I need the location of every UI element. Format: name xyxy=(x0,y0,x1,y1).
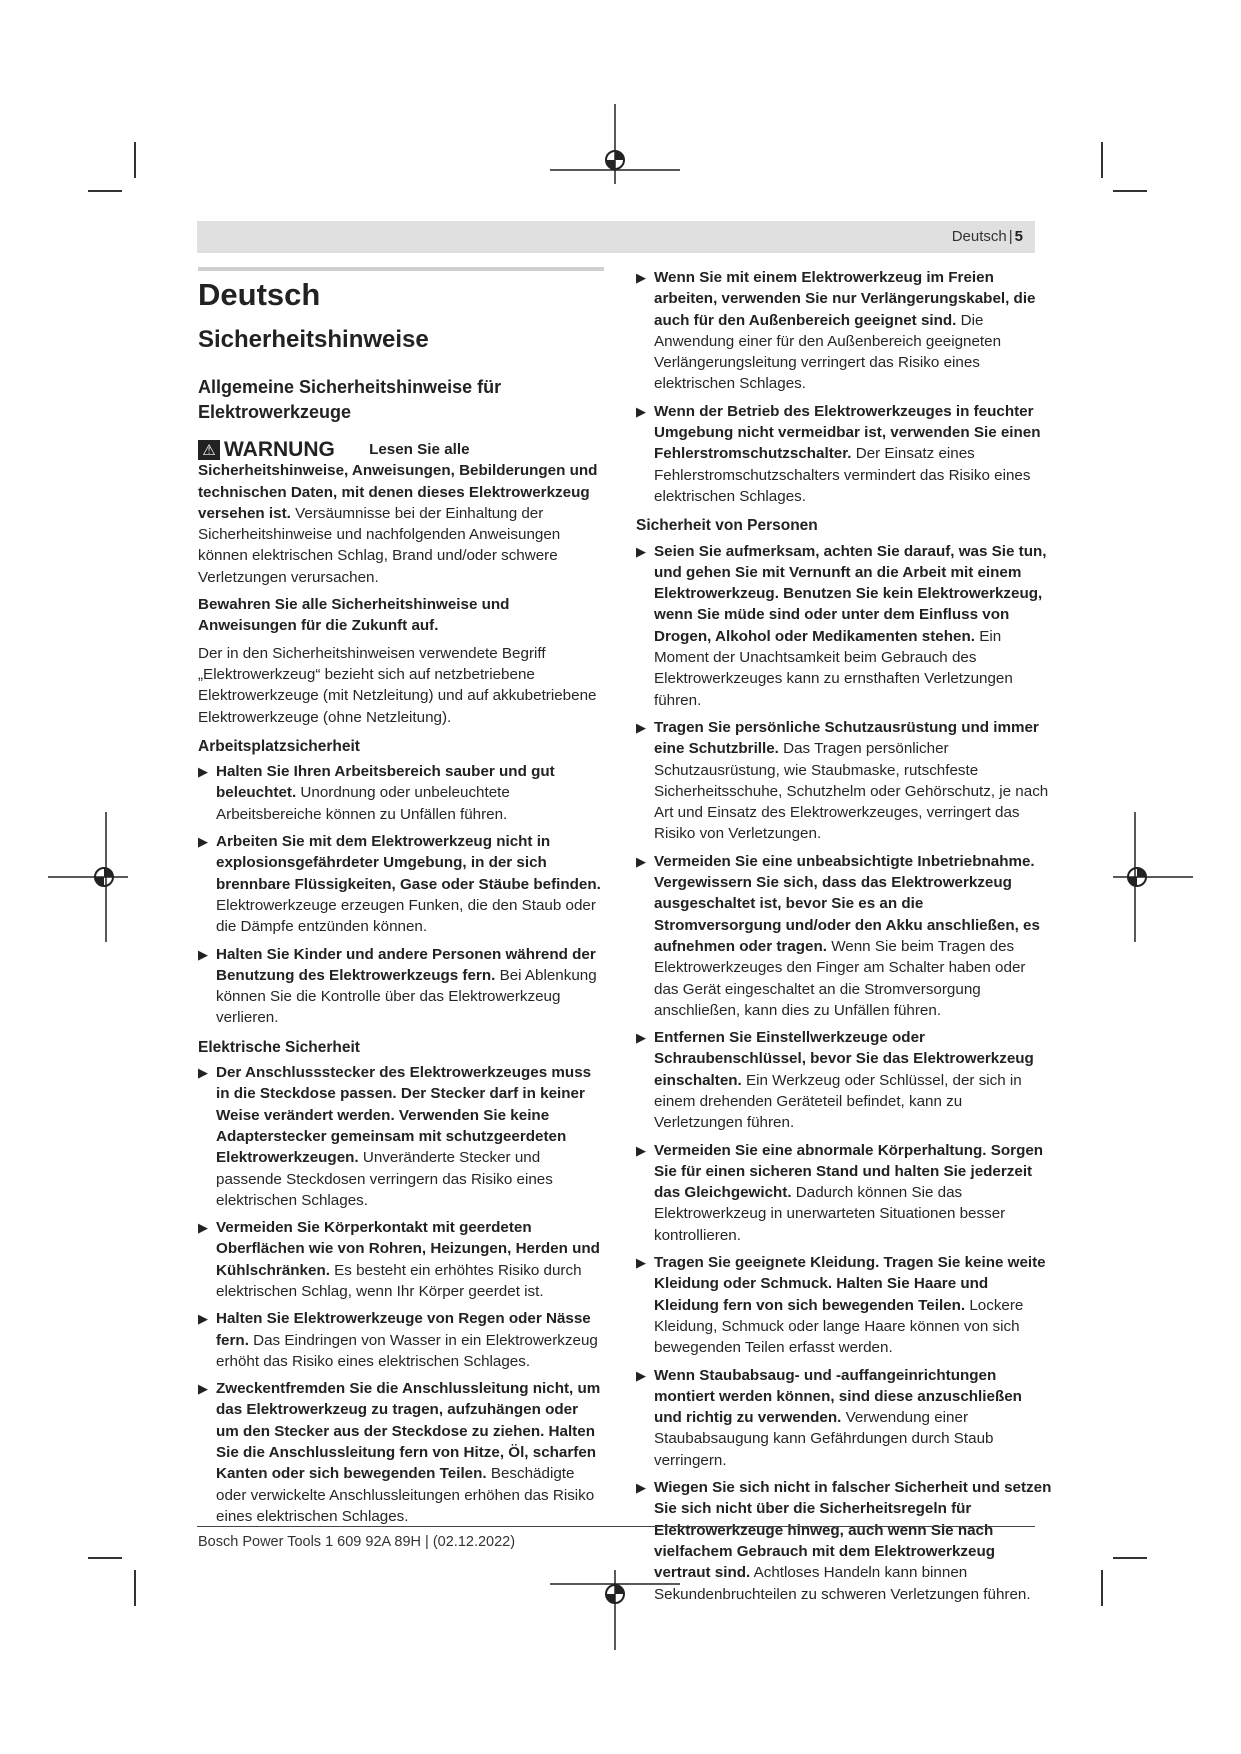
item-text: Das Eindringen von Wasser in ein Elektrowerkzeug erhöht das Risiko eines elektrischen Schlages. xyxy=(216,1331,598,1370)
crop-mark xyxy=(1101,1570,1103,1606)
item-bold: Vermeiden Sie eine unbeabsichtigte Inbetriebnahme. Vergewissern Sie sich, dass das Elektrowerkzeug ausgeschaltet ist, bevor Sie es an die Stromversorgung und/oder den Akku anschließen, es aufnehmen oder tragen. xyxy=(654,852,1040,955)
item-bold: Vermeiden Sie eine abnormale Körperhaltung. Sorgen Sie für einen sicheren Stand und halten Sie jederzeit das Gleichgewicht. xyxy=(654,1141,1044,1202)
personal-list xyxy=(636,541,1052,1605)
item-text: Elektrowerkzeuge erzeugen Funken, die den Staub oder die Dämpfe entzünden können. xyxy=(216,896,596,936)
electrical-list xyxy=(198,1062,604,1527)
crop-mark xyxy=(1113,1557,1147,1559)
bullet-arrow-icon: ▶ xyxy=(198,834,208,850)
item-text: Es besteht ein erhöhtes Risiko durch elektrischen Schlag, wenn Ihr Körper geerdet ist. xyxy=(216,1261,582,1300)
item-bold: Zweckentfremden Sie die Anschlussleitung nicht, um das Elektrowerkzeug zu tragen, aufzuhängen oder um den Stecker aus der Steckdose zu ziehen. Halten Sie die Anschlussleitung fern von Hitze, Öl, scharfen Kanten oder sich bewegenden Teilen. xyxy=(216,1380,601,1483)
item-text: Der Einsatz eines Fehlerstromschutzschalters vermindert das Risiko eines elektrischen Schlages. xyxy=(654,445,1031,505)
right-column xyxy=(636,267,1052,1611)
list-item xyxy=(636,541,1052,711)
personal-heading: Sicherheit von Personen xyxy=(636,517,818,535)
bullet-arrow-icon: ▶ xyxy=(198,1381,208,1397)
page-number: 5 xyxy=(1014,228,1023,245)
crop-mark xyxy=(1101,142,1103,178)
list-item xyxy=(636,401,1052,507)
page-footer: Bosch Power Tools 1 609 92A 89H | (02.12.2022) xyxy=(198,1534,516,1550)
electrical-heading: Elektrische Sicherheit xyxy=(198,1038,360,1056)
item-text: Achtloses Handeln kann binnen Sekundenbruchteilen zu schweren Verletzungen führen. xyxy=(654,1564,1031,1603)
item-bold: Tragen Sie persönliche Schutzausrüstung und immer eine Schutzbrille. xyxy=(654,718,1039,758)
list-item xyxy=(636,1140,1052,1246)
item-bold: Wenn Sie mit einem Elektrowerkzeug im Freien arbeiten, verwenden Sie nur Verlängerungskabel, die auch für den Außenbereich geeignet sind. xyxy=(654,269,1036,329)
bullet-arrow-icon: ▶ xyxy=(636,853,646,869)
warning-block xyxy=(198,439,604,588)
item-text: Ein Werkzeug oder Schlüssel, der sich in einem drehenden Geräteteil befindet, kann zu Verletzungen führen. xyxy=(654,1071,1022,1132)
registration-mark-icon xyxy=(1113,812,1193,942)
list-item xyxy=(636,1365,1052,1471)
item-bold: Wenn Staubabsaug- und -auffangeinrichtungen montiert werden können, sind diese anzuschließen und richtig zu verwenden. xyxy=(654,1366,1022,1427)
page-title: Deutsch xyxy=(198,277,321,312)
item-bold: Wiegen Sie sich nicht in falscher Sicherheit und setzen Sie sich nicht über die Sicherheitsregeln für Elektrowerkzeuge hinweg, auch wenn Sie nach vielfachem Gebrauch mit dem Elektrowerkzeug vertraut sind. xyxy=(654,1479,1052,1582)
bullet-arrow-icon: ▶ xyxy=(636,1255,646,1271)
list-item xyxy=(198,1378,604,1527)
list-item xyxy=(636,1252,1052,1358)
item-bold: Halten Sie Elektrowerkzeuge von Regen oder Nässe fern. xyxy=(216,1310,591,1349)
registration-mark-icon xyxy=(550,104,680,184)
page-header xyxy=(197,221,1035,253)
list-item xyxy=(198,831,604,937)
warning-bold-text: Lesen Sie alle Sicherheitshinweise, Anweisungen, Bebilderungen und technischen Daten, mit denen dieses Elektrowerkzeug versehen ist. xyxy=(198,441,598,522)
item-bold: Arbeiten Sie mit dem Elektrowerkzeug nicht in explosionsgefährdeter Umgebung, in der sich brennbare Flüssigkeiten, Gase oder Stäube befinden. xyxy=(216,833,601,893)
list-item xyxy=(636,717,1052,845)
bullet-arrow-icon: ▶ xyxy=(636,1480,646,1496)
item-text: Wenn Sie beim Tragen des Elektrowerkzeuges den Finger am Schalter haben oder das Gerät eingeschaltet an die Stromversorgung anschließen, kann dies zu Unfällen führen. xyxy=(654,937,1026,1019)
item-bold: Vermeiden Sie Körperkontakt mit geerdeten Oberflächen wie von Rohren, Heizungen, Herden und Kühlschränken. xyxy=(216,1219,600,1279)
item-bold: Wenn der Betrieb des Elektrowerkzeuges in feuchter Umgebung nicht vermeidbar ist, verwenden Sie einen Fehlerstromschutzschalter. xyxy=(654,402,1041,463)
item-bold: Der Anschlussstecker des Elektrowerkzeuges muss in die Steckdose passen. Der Stecker darf in keiner Weise verändert werden. Verwenden Sie keine Adapterstecker gemeinsam mit schutzgeerdeten Elektrowerkzeugen. xyxy=(216,1064,592,1167)
footer-rule xyxy=(197,1526,1035,1527)
item-text: Das Tragen persönlicher Schutzausrüstung, wie Staubmaske, rutschfeste Sicherheitsschuhe, Schutzhelm oder Gehörschutz, je nach Art und Einsatz des Elektrowerkzeuges, verringert das Risiko von Verletzungen. xyxy=(654,740,1049,843)
list-item xyxy=(636,851,1052,1021)
crop-mark xyxy=(134,1570,136,1606)
general-heading: Allgemeine Sicherheitshinweise für Elektrowerkzeuge xyxy=(198,377,502,422)
title-rule xyxy=(198,267,604,271)
item-bold: Halten Sie Kinder und andere Personen während der Benutzung des Elektrowerkzeugs fern. xyxy=(216,945,596,984)
bullet-arrow-icon: ▶ xyxy=(636,1030,646,1046)
bullet-arrow-icon: ▶ xyxy=(198,1065,208,1081)
list-item xyxy=(198,944,604,1029)
crop-mark xyxy=(88,1557,122,1559)
list-item xyxy=(636,1027,1052,1133)
workplace-list xyxy=(198,761,604,1029)
list-item xyxy=(198,761,604,825)
registration-mark-icon xyxy=(48,812,128,942)
warning-triangle-icon: ⚠ xyxy=(198,440,220,460)
bullet-arrow-icon: ▶ xyxy=(636,543,646,559)
crop-mark xyxy=(1113,190,1147,192)
item-bold: Halten Sie Ihren Arbeitsbereich sauber und gut beleuchtet. xyxy=(216,763,555,802)
workplace-heading: Arbeitsplatzsicherheit xyxy=(198,737,360,755)
electrical-list-continued xyxy=(636,267,1052,507)
bullet-arrow-icon: ▶ xyxy=(636,1142,646,1158)
warning-label-text: WARNUNG xyxy=(224,438,335,461)
bullet-arrow-icon: ▶ xyxy=(198,764,208,780)
item-text: Ein Moment der Unachtsamkeit beim Gebrauch des Elektrowerkzeuges kann zu ernsthaften Verletzungen führen. xyxy=(654,627,1013,709)
bullet-arrow-icon: ▶ xyxy=(198,1311,208,1327)
item-text: Lockere Kleidung, Schmuck oder lange Haare können von sich bewegenden Teilen erfasst werden. xyxy=(654,1296,1024,1357)
list-item xyxy=(198,1062,604,1211)
item-bold: Entfernen Sie Einstellwerkzeuge oder Schraubenschlüssel, bevor Sie das Elektrowerkzeug einschalten. xyxy=(654,1029,1034,1089)
bullet-arrow-icon: ▶ xyxy=(636,719,646,735)
item-text: Bei Ablenkung können Sie die Kontrolle über das Elektrowerkzeug verlieren. xyxy=(216,966,597,1027)
definition-text: Der in den Sicherheitshinweisen verwendete Begriff „Elektrowerkzeug“ bezieht sich auf netzbetriebene Elektrowerkzeuge (mit Netzleitung) und auf akkubetriebene Elektrowerkzeuge (ohne Netzleitung). xyxy=(198,644,597,726)
list-item xyxy=(198,1308,604,1372)
item-text: Dadurch können Sie das Elektrowerkzeug in unerwarteten Situationen besser kontrollieren. xyxy=(654,1184,1006,1244)
item-bold: Tragen Sie geeignete Kleidung. Tragen Sie keine weite Kleidung oder Schmuck. Halten Sie Haare und Kleidung fern von sich bewegenden Teilen. xyxy=(654,1254,1046,1314)
header-section-label: Deutsch xyxy=(951,228,1007,245)
list-item xyxy=(198,1217,604,1302)
crop-mark xyxy=(88,190,122,192)
bullet-arrow-icon: ▶ xyxy=(636,1367,646,1383)
item-text: Verwendung einer Staubabsaugung kann Gefährdungen durch Staub verringern. xyxy=(654,1409,994,1469)
bullet-arrow-icon: ▶ xyxy=(198,1220,208,1236)
section-title: Sicherheitshinweise xyxy=(198,326,429,353)
item-text: Die Anwendung einer für den Außenbereich geeigneten Verlängerungsleitung verringert das Risiko eines elektrischen Schlages. xyxy=(654,311,1002,393)
item-bold: Seien Sie aufmerksam, achten Sie darauf, was Sie tun, und gehen Sie mit Vernunft an die Arbeit mit einem Elektrowerkzeug. Benutzen Sie kein Elektrowerkzeug, wenn Sie müde sind oder unter dem Einfluss von Drogen, Alkohol oder Medikamenten stehen. xyxy=(654,542,1047,645)
left-column xyxy=(198,267,604,1533)
keep-notice: Bewahren Sie alle Sicherheitshinweise und Anweisungen für die Zukunft auf. xyxy=(198,596,510,635)
bullet-arrow-icon: ▶ xyxy=(636,403,646,419)
warning-text: Versäumnisse bei der Einhaltung der Sicherheitshinweise und nachfolgenden Anweisungen können elektrischen Schlag, Brand und/oder schwere Verletzungen verursachen. xyxy=(198,504,561,586)
list-item xyxy=(636,267,1052,395)
list-item xyxy=(636,1477,1052,1605)
warning-label xyxy=(198,439,335,460)
item-text: Unordnung oder unbeleuchtete Arbeitsbereiche können zu Unfällen führen. xyxy=(216,784,510,823)
item-text: Beschädigte oder verwickelte Anschlussleitungen erhöhen das Risiko eines elektrischen Schlages. xyxy=(216,1465,595,1525)
crop-mark xyxy=(134,142,136,178)
item-text: Unveränderte Stecker und passende Steckdosen verringern das Risiko eines elektrischen Schlages. xyxy=(216,1149,553,1209)
bullet-arrow-icon: ▶ xyxy=(198,946,208,962)
bullet-arrow-icon: ▶ xyxy=(636,270,646,285)
header-section: Deutsch | 5 xyxy=(951,228,1023,245)
